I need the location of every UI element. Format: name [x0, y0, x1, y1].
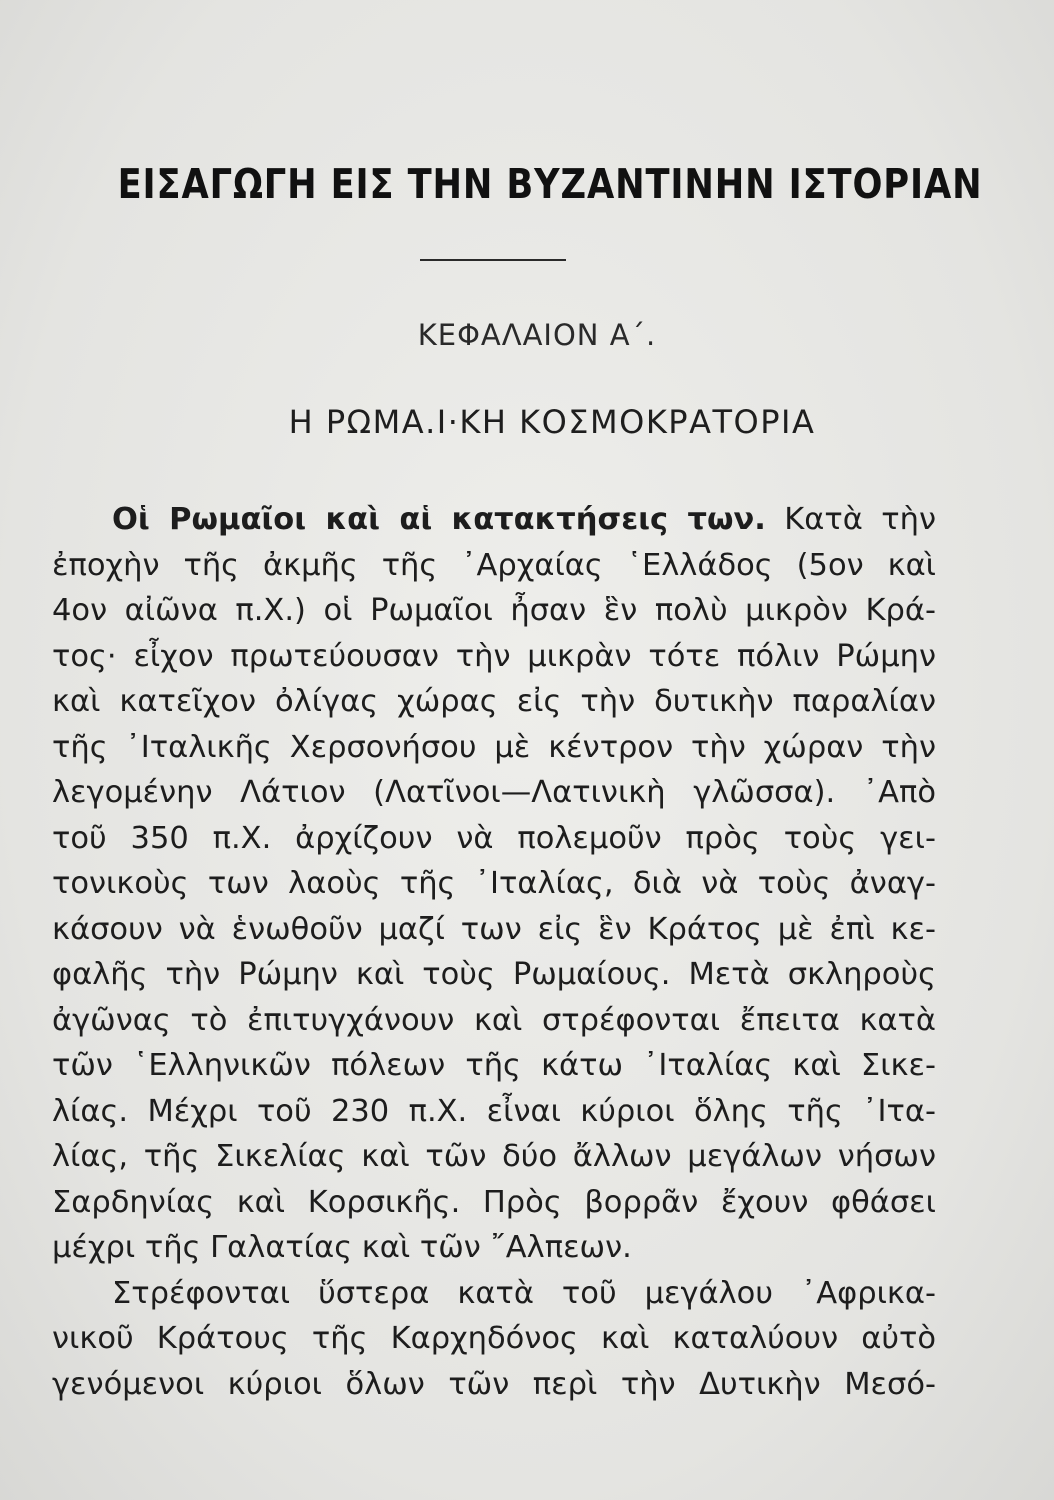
paragraph-line: τῆς ᾿Ιταλικῆς Χερσονήσου μὲ κέντρον τὴν χώραν τὴν: [52, 729, 936, 765]
section-heading: Η ΡΩΜΑ.Ι·ΚΗ ΚΟΣΜΟΚΡΑΤΟΡΙΑ: [288, 403, 816, 441]
paragraph-line: φαλῆς τὴν Ρώμην καὶ τοὺς Ρωμαίους. Μετὰ σκληροὺς: [52, 957, 936, 992]
paragraph-line: τῶν ῾Ελληνικῶν πόλεων τῆς κάτω ᾿Ιταλίας καὶ Σικε-: [52, 1048, 936, 1083]
paragraph-line: καὶ κατεῖχον ὀλίγας χώρας εἰς τὴν δυτικὴν παραλίαν: [52, 684, 936, 719]
paragraph-line: κάσουν νὰ ἑνωθοῦν μαζί των εἰς ἓν Κράτος μὲ ἐπὶ κε-: [52, 911, 936, 947]
title-divider: [420, 259, 566, 261]
book-title: ΕΙΣΑΓΩΓΗ ΕΙΣ ΤΗΝ ΒΥΖΑΝΤΙΝΗΝ ΙΣΤΟΡΙΑΝ: [117, 160, 983, 208]
paragraph-text: Κατὰ τὴν: [765, 502, 936, 537]
paragraph-line: Στρέφονται ὕστερα κατὰ τοῦ μεγάλου ᾿Αφρικα-: [112, 1275, 936, 1311]
paragraph-line: τονικοὺς των λαοὺς τῆς ᾿Ιταλίας, διὰ νὰ τοὺς ἀναγ-: [52, 866, 936, 901]
paragraph-line: λίας. Μέχρι τοῦ 230 π.Χ. εἶναι κύριοι ὅλης τῆς ᾿Ιτα-: [52, 1093, 936, 1129]
paragraph-line: ἀγῶνας τὸ ἐπιτυγχάνουν καὶ στρέφονται ἔπειτα κατὰ: [52, 1002, 936, 1038]
paragraph-line: 4ον αἰῶνα π.Χ.) οἱ Ρωμαῖοι ἦσαν ἓν πολὺ μικρὸν Κρά-: [52, 593, 936, 628]
paragraph-line: μέχρι τῆς Γαλατίας καὶ τῶν ῎Αλπεων.: [52, 1230, 632, 1265]
paragraph-line: τοῦ 350 π.Χ. ἀρχίζουν νὰ πολεμοῦν πρὸς τοὺς γει-: [52, 820, 936, 856]
paragraph-line: ἐποχὴν τῆς ἀκμῆς τῆς ᾿Αρχαίας ῾Ελλάδος (5ον καὶ: [52, 547, 936, 583]
paragraph-line: Σαρδηνίας καὶ Κορσικῆς. Πρὸς βορρᾶν ἔχουν φθάσει: [52, 1184, 936, 1220]
lead-phrase: Οἱ Ρωμαῖοι καὶ αἱ κατακτήσεις των.: [112, 502, 766, 537]
paragraph-line: λίας, τῆς Σικελίας καὶ τῶν δύο ἄλλων μεγάλων νήσων: [52, 1139, 936, 1174]
paragraph-line: γενόμενοι κύριοι ὅλων τῶν περὶ τὴν Δυτικὴν Μεσό-: [52, 1366, 936, 1402]
paragraph-line: [52, 497, 936, 543]
paragraph-line: τος· εἶχον πρωτεύουσαν τὴν μικρὰν τότε πόλιν Ρώμην: [52, 638, 936, 674]
body-text: [52, 497, 936, 1407]
chapter-heading: ΚΕΦΑΛΑΙΟΝ Α΄.: [417, 318, 657, 352]
paragraph-line: νικοῦ Κράτους τῆς Καρχηδόνος καὶ καταλύουν αὐτὸ: [52, 1321, 936, 1356]
paragraph-line: λεγομένην Λάτιον (Λατῖνοι—Λατινικὴ γλῶσσα). ᾿Απὸ: [52, 775, 936, 810]
